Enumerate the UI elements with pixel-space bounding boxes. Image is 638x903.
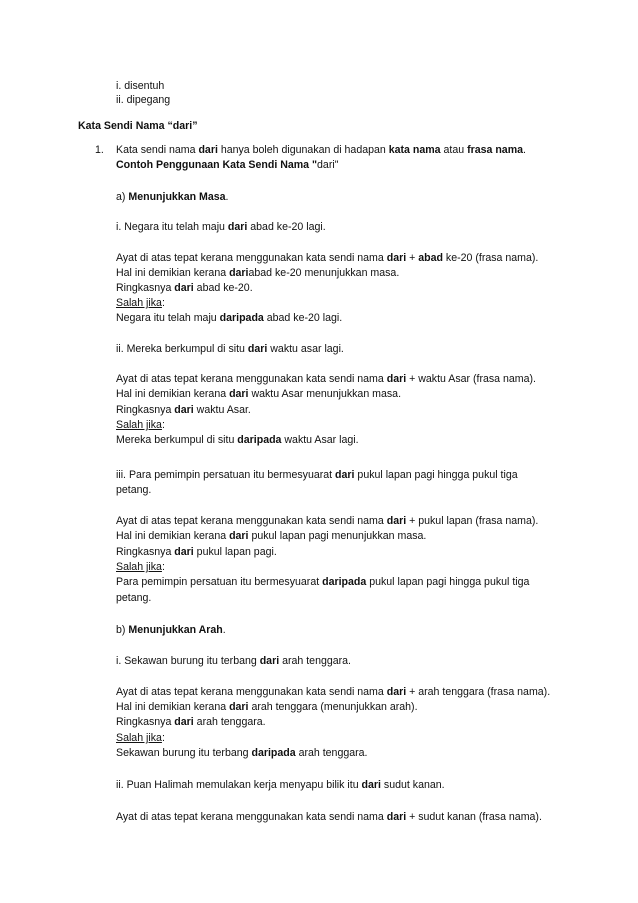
wrong-usage-sentence-continued: petang. — [116, 592, 152, 604]
explanation-line: Ayat di atas tepat kerana menggunakan kata sendi nama dari + sudut kanan (frasa nama). — [116, 811, 542, 823]
section-title: Kata Sendi Nama “dari” — [78, 120, 198, 132]
summary-line: Ringkasnya dari arah tenggara. — [116, 716, 266, 728]
wrong-usage-sentence: Negara itu telah maju daripada abad ke-20 lagi. — [116, 312, 343, 324]
example-sentence: i. Sekawan burung itu terbang dari arah tenggara. — [116, 655, 351, 667]
explanation-line: Ayat di atas tepat kerana menggunakan kata sendi nama dari + arah tenggara (frasa nama). — [116, 686, 551, 698]
intro-item-ii: ii. dipegang — [116, 94, 171, 106]
wrong-usage-label: Salah jika: — [116, 297, 165, 309]
subsection-heading-masa: a) Menunjukkan Masa. — [116, 191, 229, 203]
explanation-line: Hal ini demikian kerana dari arah tenggara (menunjukkan arah). — [116, 701, 418, 713]
wrong-usage-sentence: Sekawan burung itu terbang daripada arah tenggara. — [116, 747, 368, 759]
example-sentence: i. Negara itu telah maju dari abad ke-20 lagi. — [116, 221, 326, 233]
explanation-line: Hal ini demikian kerana dariabad ke-20 menunjukkan masa. — [116, 267, 400, 279]
example-sentence: ii. Mereka berkumpul di situ dari waktu asar lagi. — [116, 343, 344, 355]
example-sentence: iii. Para pemimpin persatuan itu bermesyuarat dari pukul lapan pagi hingga pukul tiga — [116, 469, 518, 481]
subsection-heading-arah: b) Menunjukkan Arah. — [116, 624, 226, 636]
examples-heading: Contoh Penggunaan Kata Sendi Nama "dari" — [116, 159, 339, 171]
example-sentence-continued: petang. — [116, 484, 152, 496]
summary-line: Ringkasnya dari waktu Asar. — [116, 404, 251, 416]
explanation-line: Ayat di atas tepat kerana menggunakan kata sendi nama dari + pukul lapan (frasa nama). — [116, 515, 539, 527]
summary-line: Ringkasnya dari abad ke-20. — [116, 282, 253, 294]
wrong-usage-sentence: Para pemimpin persatuan itu bermesyuarat daripada pukul lapan pagi hingga pukul tiga — [116, 576, 530, 588]
intro-item-i: i. disentuh — [116, 80, 165, 92]
wrong-usage-label: Salah jika: — [116, 561, 165, 573]
summary-line: Ringkasnya dari pukul lapan pagi. — [116, 546, 277, 558]
wrong-usage-label: Salah jika: — [116, 732, 165, 744]
explanation-line: Ayat di atas tepat kerana menggunakan kata sendi nama dari + abad ke-20 (frasa nama). — [116, 252, 539, 264]
explanation-line: Ayat di atas tepat kerana menggunakan kata sendi nama dari + waktu Asar (frasa nama). — [116, 373, 536, 385]
explanation-line: Hal ini demikian kerana dari waktu Asar menunjukkan masa. — [116, 388, 402, 400]
explanation-line: Hal ini demikian kerana dari pukul lapan pagi menunjukkan masa. — [116, 530, 427, 542]
wrong-usage-sentence: Mereka berkumpul di situ daripada waktu Asar lagi. — [116, 434, 359, 446]
rule-statement: Kata sendi nama dari hanya boleh digunakan di hadapan kata nama atau frasa nama. — [116, 144, 526, 156]
wrong-usage-label: Salah jika: — [116, 419, 165, 431]
example-sentence: ii. Puan Halimah memulakan kerja menyapu bilik itu dari sudut kanan. — [116, 779, 445, 791]
list-number: 1. — [95, 144, 104, 156]
